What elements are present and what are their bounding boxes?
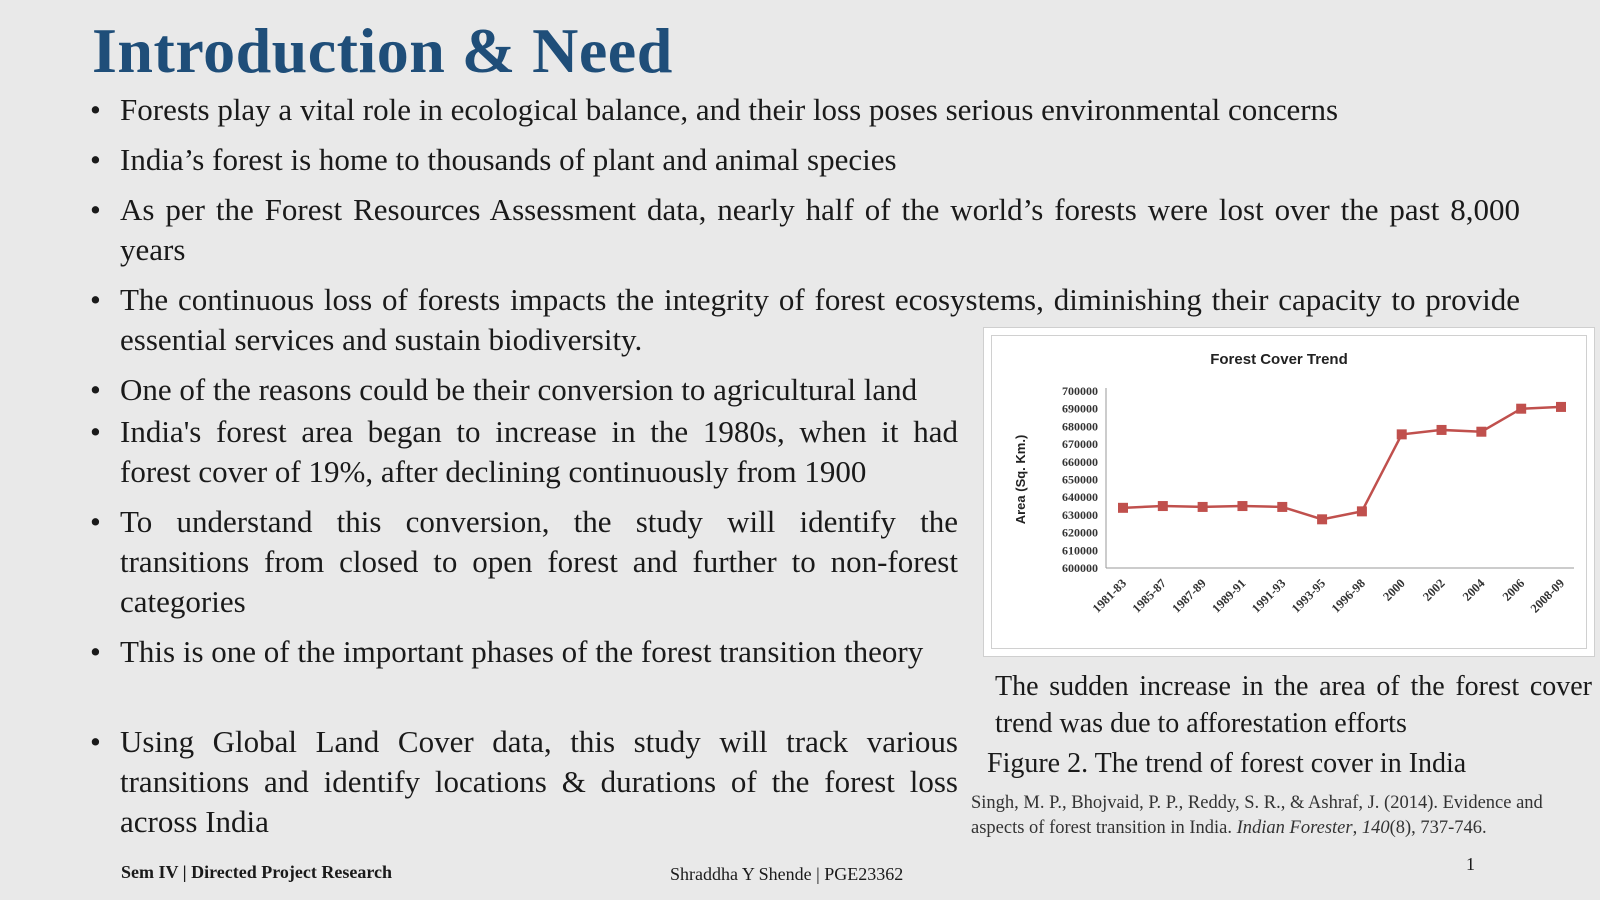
figure-caption: Figure 2. The trend of forest cover in India <box>987 748 1467 779</box>
x-tick-label: 1985-87 <box>1129 576 1169 616</box>
footer-course: Sem IV | Directed Project Research <box>121 862 393 882</box>
bullet-text: As per the Forest Resources Assessment data, nearly half of the world’s forests were lost over the past 8,000 years <box>120 192 1520 267</box>
bullet-dot: • <box>90 282 101 317</box>
chart-svg <box>984 328 1596 658</box>
bullet-dot: • <box>90 92 101 127</box>
series-line <box>1123 407 1561 519</box>
bullet-dot: • <box>90 414 101 449</box>
data-point <box>1158 501 1168 511</box>
citation-journal: Indian Forester <box>1236 818 1353 838</box>
data-point <box>1556 402 1566 412</box>
bullet-text: India's forest area began to increase in the 1980s, when it had forest cover of 19%, after declining continuously from 1900 <box>120 414 958 489</box>
data-point <box>1198 502 1208 512</box>
x-tick-label: 2002 <box>1420 576 1448 604</box>
chart-description: The sudden increase in the area of the forest cover trend was due to afforestation efforts <box>995 671 1592 739</box>
data-point <box>1317 514 1327 524</box>
y-axis-label: Area (Sq. Km.) <box>1013 434 1028 525</box>
citation-separator: , <box>1352 818 1362 838</box>
bullet-dot: • <box>90 372 101 407</box>
chart-title: Forest Cover Trend <box>1210 351 1348 368</box>
x-tick-label: 2004 <box>1459 576 1488 604</box>
bullet-text: This is one of the important phases of the forest transition theory <box>120 634 924 669</box>
y-tick-label: 600000 <box>1062 561 1098 575</box>
y-tick-label: 700000 <box>1062 384 1098 398</box>
data-point <box>1397 429 1407 439</box>
data-point <box>1476 427 1486 437</box>
y-tick-label: 630000 <box>1062 507 1098 522</box>
y-tick-label: 620000 <box>1062 525 1098 540</box>
citation-authors: Singh, M. P., Bhojvaid, P. P., Reddy, S. R., & Ashraf, J. (2014). Evidence and aspects of forest transition in India. <box>971 793 1543 838</box>
data-point <box>1118 503 1128 513</box>
y-tick-label: 670000 <box>1062 437 1098 452</box>
bullet-dot: • <box>90 504 101 539</box>
bullet-text: To understand this conversion, the study will identify the transitions from closed to open forest and further to non-forest categories <box>120 504 958 619</box>
y-tick-label: 640000 <box>1062 490 1098 505</box>
footer-author: Shraddha Y Shende | PGE23362 <box>670 864 904 884</box>
citation-pages: (8), 737-746. <box>1389 818 1487 838</box>
data-point <box>1237 501 1247 511</box>
slide-title: Introduction & Need <box>92 15 673 86</box>
citation-volume: 140 <box>1361 818 1390 838</box>
x-tick-label: 2008-09 <box>1527 576 1568 616</box>
data-point <box>1277 502 1287 512</box>
bullet-text: The continuous loss of forests impacts the integrity of forest ecosystems, diminishing their capacity to provide essential services and sustain biodiversity. <box>120 282 1520 357</box>
bullet-text: Using Global Land Cover data, this study will track various transitions and identify locations & durations of the forest loss across India <box>120 724 958 839</box>
y-tick-label: 690000 <box>1062 401 1098 416</box>
x-tick-label: 1996-98 <box>1328 576 1369 616</box>
bullet-dot: • <box>90 634 101 669</box>
forest-cover-chart <box>983 327 1595 657</box>
bullet-dot: • <box>90 142 101 177</box>
x-tick-label: 1987-89 <box>1169 576 1209 616</box>
page-number: 1 <box>1466 854 1475 874</box>
x-tick-label: 1991-93 <box>1249 576 1289 616</box>
x-tick-label: 1989-91 <box>1209 576 1249 616</box>
data-point <box>1357 506 1367 516</box>
x-tick-label: 2006 <box>1499 576 1528 604</box>
x-tick-label: 1981-83 <box>1089 576 1130 616</box>
bullet-dot: • <box>90 192 101 227</box>
y-tick-label: 680000 <box>1062 419 1098 434</box>
y-tick-label: 650000 <box>1062 472 1098 487</box>
x-tick-label: 1993-95 <box>1288 576 1329 616</box>
x-tick-label: 2000 <box>1380 576 1408 604</box>
y-tick-label: 610000 <box>1062 543 1098 558</box>
y-tick-label: 660000 <box>1062 454 1098 469</box>
data-point <box>1437 425 1447 435</box>
citation <box>971 791 1596 841</box>
data-point <box>1516 404 1526 414</box>
bullet-text: India’s forest is home to thousands of plant and animal species <box>120 142 897 177</box>
bullet-text: One of the reasons could be their conversion to agricultural land <box>120 372 918 407</box>
bullet-dot: • <box>90 724 101 759</box>
bullet-text: Forests play a vital role in ecological balance, and their loss poses serious environmental concerns <box>120 92 1339 127</box>
